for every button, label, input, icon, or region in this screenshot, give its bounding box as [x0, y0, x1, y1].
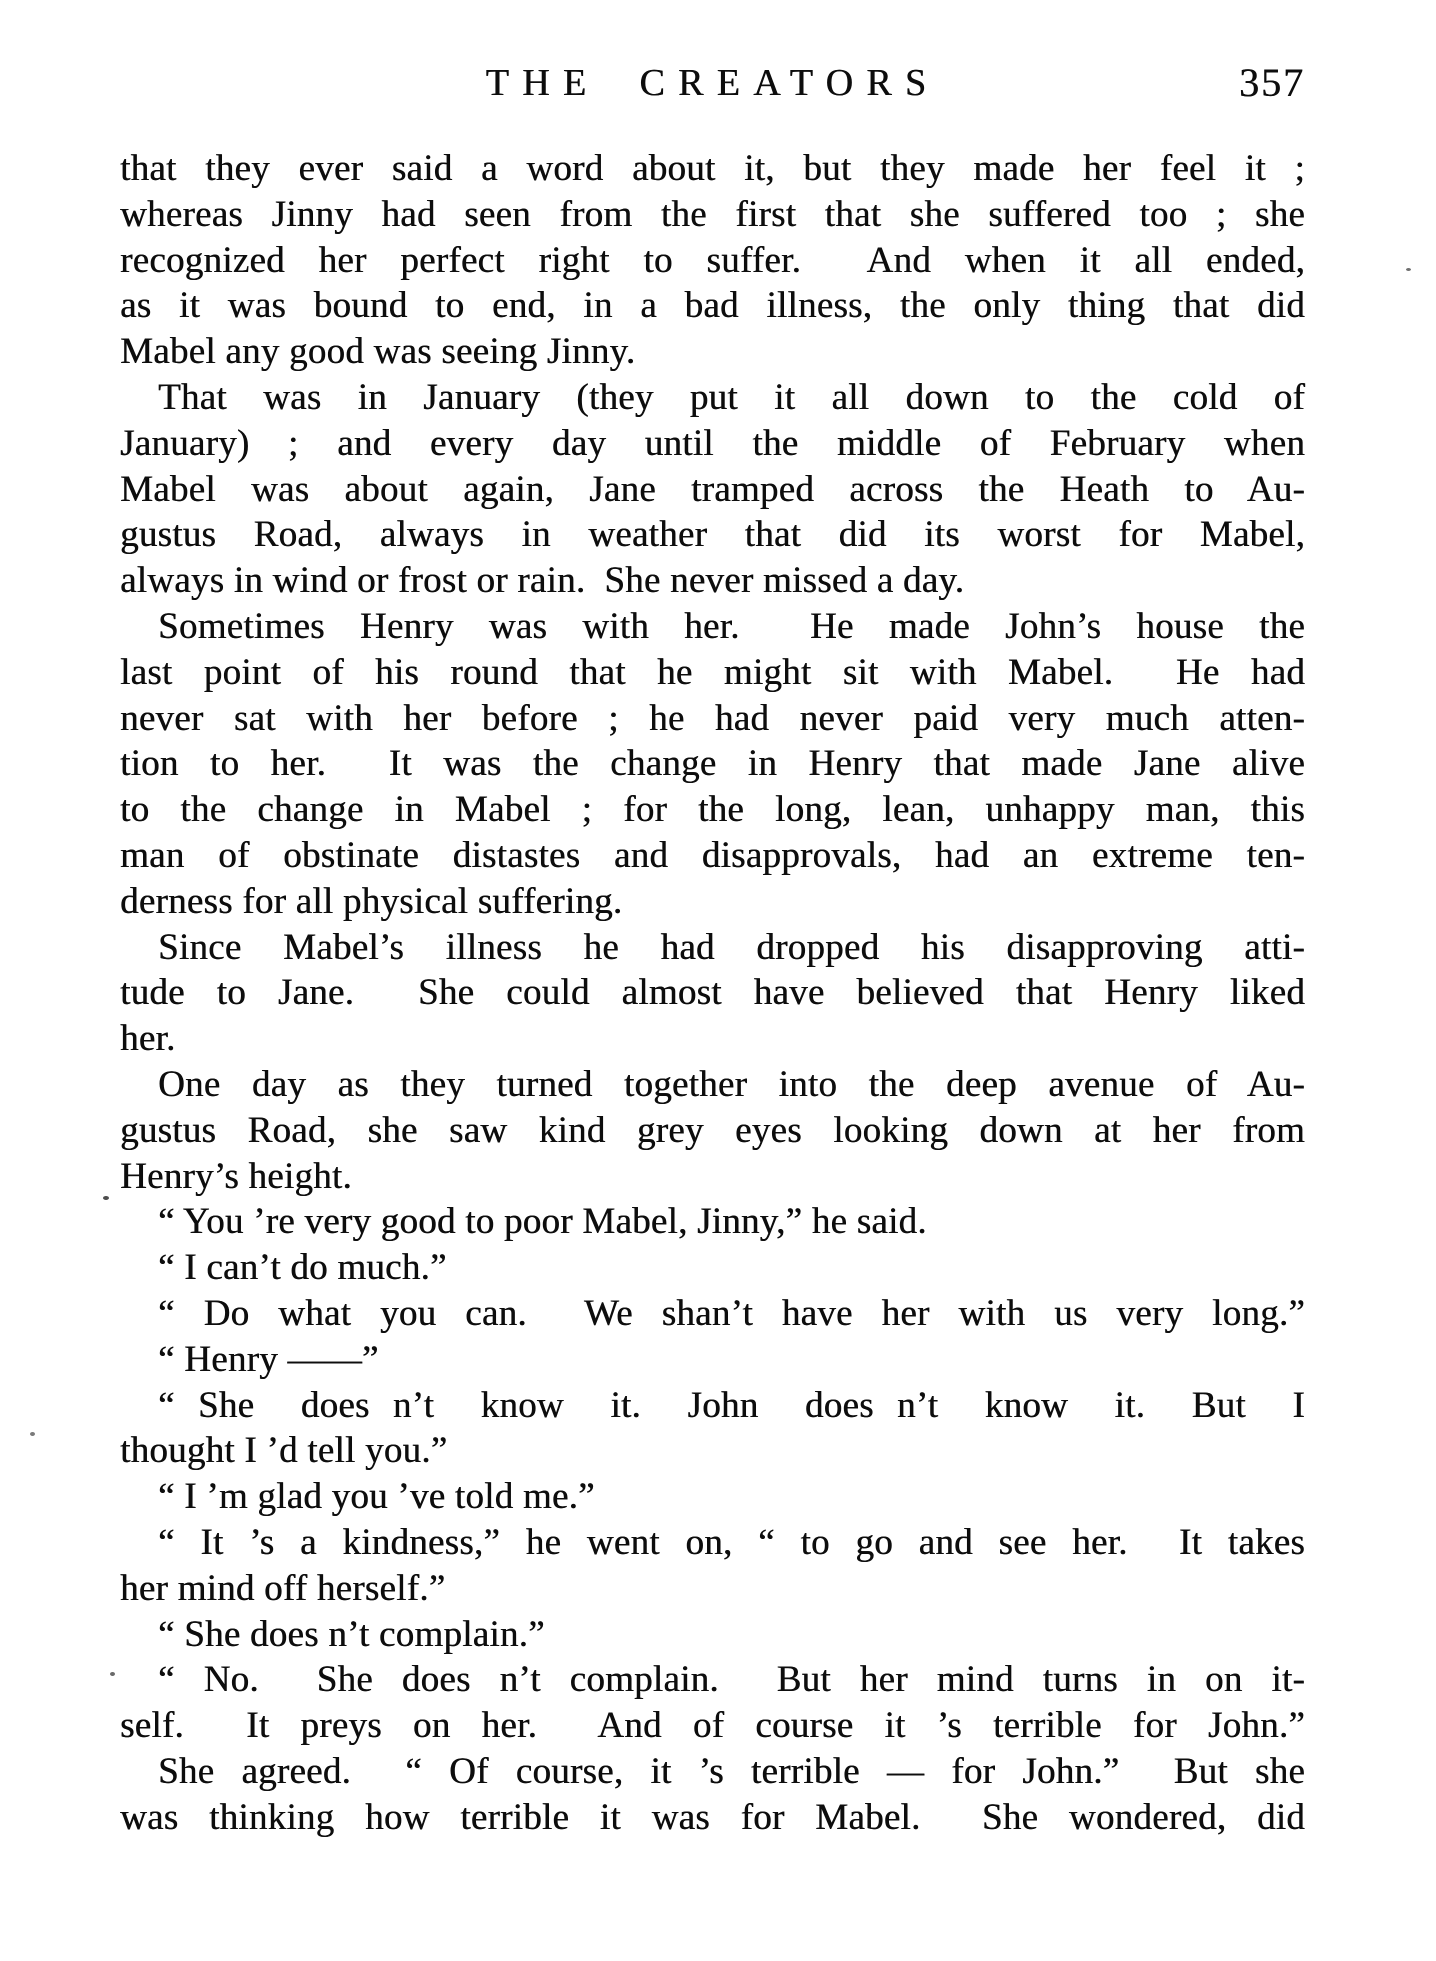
- scan-speck: [110, 1672, 115, 1676]
- text-line: gustus Road, always in weather that did its worst for Mabel,: [120, 514, 1305, 556]
- text-line: that they ever said a word about it, but they made her feel it ;: [120, 148, 1305, 189]
- text-line: Mabel any good was seeing Jinny.: [120, 331, 636, 373]
- body-text: [120, 146, 1305, 1840]
- text-line: “ I ’m glad you ’ve told me.”: [158, 1476, 595, 1518]
- text-line: “ No. She does n’t complain. But her mind turns in on it-: [158, 1659, 1305, 1701]
- text-line: “ Henry ——”: [158, 1338, 379, 1380]
- scan-speck: [103, 1196, 109, 1200]
- text-line: That was in January (they put it all down to the cold of: [158, 376, 1305, 418]
- text-line: tude to Jane. She could almost have believed that Henry liked: [120, 972, 1305, 1014]
- page-header: [120, 58, 1305, 108]
- text-line: gustus Road, she saw kind grey eyes looking down at her from: [120, 1109, 1305, 1151]
- text-line: “ It ’s a kindness,” he went on, “ to go and see her. It takes: [158, 1521, 1305, 1563]
- text-line: always in wind or frost or rain. She never missed a day.: [120, 560, 965, 602]
- text-line: to the change in Mabel ; for the long, lean, unhappy man, this: [120, 789, 1305, 831]
- text-line: “ She does n’t complain.”: [158, 1613, 545, 1655]
- scan-speck: [30, 1432, 35, 1436]
- scan-speck: [1406, 268, 1411, 271]
- text-line: “ I can’t do much.”: [158, 1247, 447, 1289]
- text-line: Mabel was about again, Jane tramped across the Heath to Au-: [120, 468, 1305, 510]
- text-line: She agreed. “ Of course, it ’s terrible — for John.” But she: [158, 1750, 1305, 1792]
- text-line: tion to her. It was the change in Henry that made Jane alive: [120, 743, 1305, 785]
- text-line: “ She does n’t know it. John does n’t know it. But I: [158, 1384, 1305, 1426]
- running-title: THE CREATORS: [485, 62, 940, 104]
- text-line: never sat with her before ; he had never paid very much atten-: [120, 697, 1305, 739]
- text-line: “ You ’re very good to poor Mabel, Jinny,” he said.: [158, 1201, 927, 1243]
- text-line: man of obstinate distastes and disapprovals, had an extreme ten-: [120, 834, 1305, 876]
- text-line: her.: [120, 1018, 176, 1060]
- text-line: as it was bound to end, in a bad illness, the only thing that did: [120, 285, 1305, 327]
- text-line: self. It preys on her. And of course it ’s terrible for John.”: [120, 1705, 1305, 1747]
- text-line: Henry’s height.: [120, 1155, 352, 1197]
- text-line: thought I ’d tell you.”: [120, 1430, 448, 1472]
- text-line: whereas Jinny had seen from the first that she suffered too ; she: [120, 193, 1305, 235]
- text-line: recognized her perfect right to suffer. And when it all ended,: [120, 239, 1305, 281]
- page-number: 357: [1239, 60, 1305, 105]
- text-line: last point of his round that he might sit with Mabel. He had: [120, 651, 1305, 693]
- text-line: January) ; and every day until the middle of February when: [120, 422, 1305, 464]
- text-line: Sometimes Henry was with her. He made John’s house the: [158, 605, 1305, 647]
- text-line: Since Mabel’s illness he had dropped his disapproving atti-: [158, 926, 1305, 968]
- text-line: derness for all physical suffering.: [120, 880, 623, 922]
- text-line: “ Do what you can. We shan’t have her with us very long.”: [158, 1292, 1305, 1334]
- text-line: One day as they turned together into the deep avenue of Au-: [158, 1063, 1305, 1105]
- text-line: was thinking how terrible it was for Mabel. She wondered, did: [120, 1796, 1305, 1838]
- text-line: her mind off herself.”: [120, 1567, 446, 1609]
